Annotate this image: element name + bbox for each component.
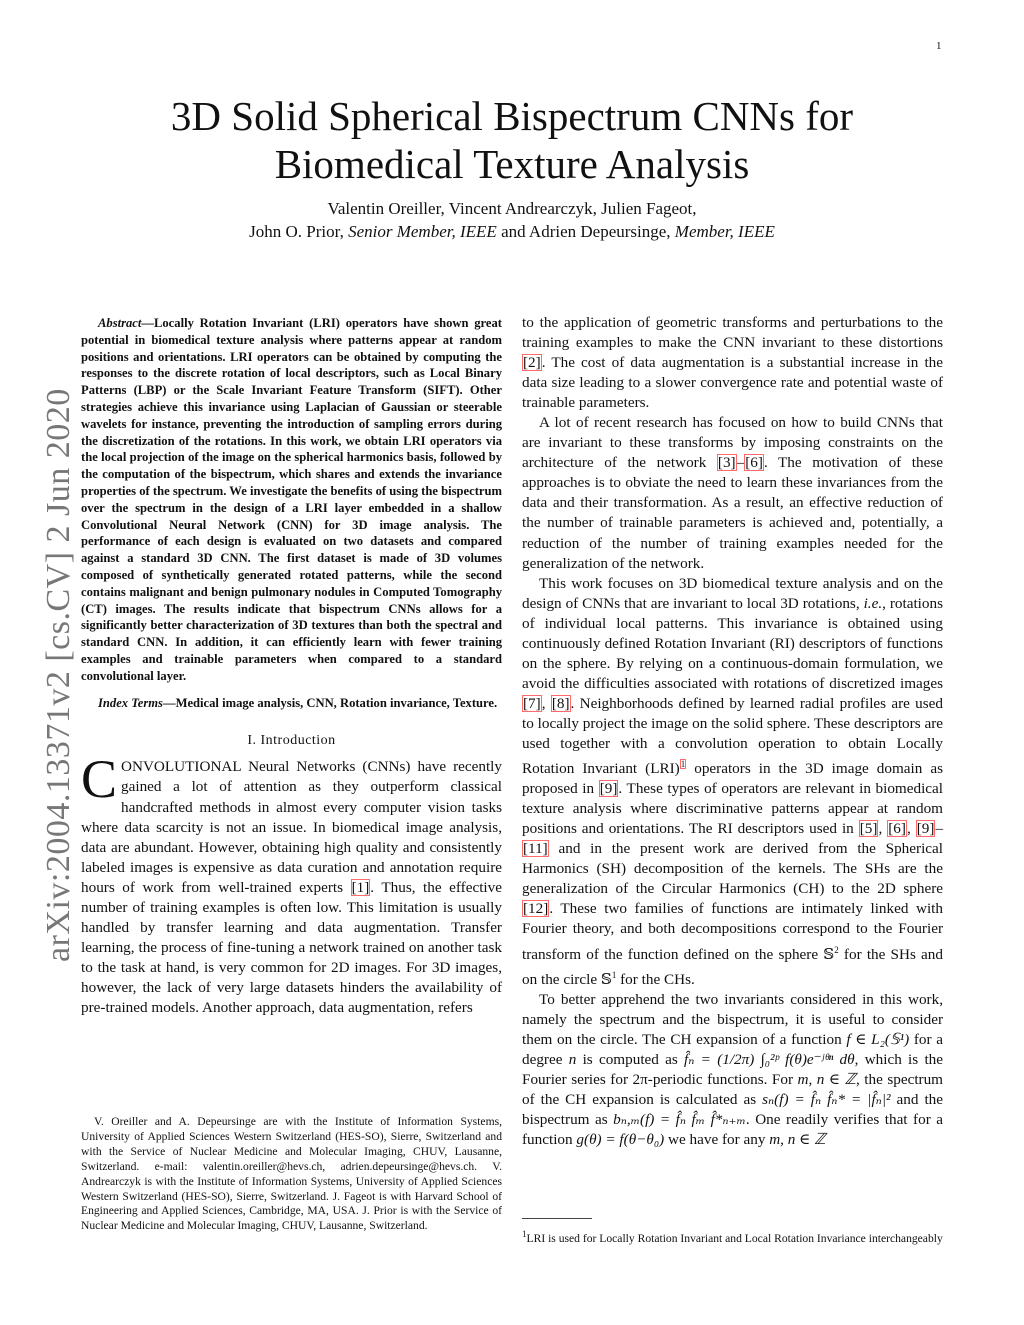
authors-line-1: Valentin Oreiller, Vincent Andrearczyk, Julien Fageot, xyxy=(327,199,697,218)
authors-role-member: Member, IEEE xyxy=(674,222,775,241)
math-expression: m, n ∈ ℤ xyxy=(797,1070,856,1088)
body-text: is computed as xyxy=(576,1050,685,1068)
left-column xyxy=(81,315,502,1019)
body-paragraph xyxy=(522,990,943,1150)
body-text: , the spectrum of the CH expansion is calculated as xyxy=(522,1070,943,1108)
math-expression: sₙ(f) = f̂ₙ f̂ₙ* = |f̂ₙ|² xyxy=(762,1090,891,1108)
title-line-1: 3D Solid Spherical Bispectrum CNNs for xyxy=(170,93,854,139)
citation-link[interactable]: [9] xyxy=(916,820,935,838)
author-list xyxy=(80,197,944,243)
page-number: 1 xyxy=(936,40,942,52)
abstract-text: —Locally Rotation Invariant (LRI) operators have shown great potential in biomedical texture analysis where patterns appear at random positions and orientations. LRI operators can be obtained by computing the responses to the discrete rotation of local descriptors, such as Local Binary Patterns (LBP) or the Scale Invariant Feature Transform (SIFT). Other strategies achieve this invariance using Laplacian of Gaussian or steerable wavelets for instance, preventing the introduction of sampling errors during the discretization of the rotations. In this work, we obtain LRI operators via the local projection of the image on the spherical harmonics basis, followed by the computation of the bispectrum, which shares and extends the invariance properties of the spectrum. We investigate the benefits of using the bispectrum over the spectrum in the design of a LRI layer embedded in a shallow Convolutional Neural Network (CNN) for 3D image analysis. The performance of each design is evaluated on two datasets and compared against a standard 3D CNN. The first dataset is made of 3D volumes composed of synthetically generated rotated patterns, while the second contains malignant and benign pulmonary nodules in Computed Tomography (CT) images. The results indicate that bispectrum CNNs allows for a significantly better characterization of 3D textures than both the spectral and standard CNN. In addition, it can efficiently learn with fewer training examples and trainable parameters when compared to a standard convolutional layer. xyxy=(81,316,502,683)
body-text: and the bispectrum as xyxy=(522,1090,943,1129)
abstract-label: Abstract xyxy=(98,316,142,330)
arxiv-identifier: arXiv:2004.13371v2 [cs.CV] 2 Jun 2020 xyxy=(40,388,77,962)
citation-link[interactable]: [3] xyxy=(717,454,736,472)
authors-role-senior: Senior Member, IEEE xyxy=(348,222,497,241)
body-text: . The cost of data augmentation is a substantial increase in the data size leading to a slower convergence rate and potential waste of trainable parameters. xyxy=(522,354,943,412)
body-paragraph xyxy=(522,313,943,413)
paper-title xyxy=(80,92,944,188)
lri-footnote xyxy=(522,1218,943,1246)
math-expression: bₙ,ₘ(f) = f̂ₙ f̂ₘ f̂*ₙ₊ₘ xyxy=(613,1111,746,1129)
citation-range-dash: – xyxy=(736,454,745,472)
body-text: and in the present work are derived from the Spherical Harmonics (SH) decomposition of the kernels. The SHs are the generalization of the Circular Harmonics (CH) to the 2D sphere xyxy=(522,840,943,898)
citation-link[interactable]: [1] xyxy=(351,878,370,896)
footnote-link[interactable]: 1 xyxy=(680,759,686,770)
math-expression: g(θ) = f(θ−θ₀) xyxy=(576,1131,665,1149)
body-text: operators in the 3D image domain as proposed in xyxy=(522,760,943,798)
body-text: This work focuses on 3D biomedical texture analysis and on the design of CNNs that are invariant to local 3D rotations, xyxy=(522,574,943,612)
drop-cap: C xyxy=(81,749,118,810)
citation-separator: , xyxy=(878,820,888,838)
math-expression: m, n ∈ ℤ xyxy=(769,1131,826,1149)
citation-link[interactable]: [9] xyxy=(599,780,618,798)
math-expression: f̂ₙ = (1/2π) ∫₀²ᵖ f(θ)e⁻ʲᶿⁿ dθ xyxy=(684,1050,855,1068)
citation-link[interactable]: [5] xyxy=(859,820,878,838)
body-text: . These two families of functions are intimately linked with Fourier theory, and both decompositions correspond to the Fourier transform of the function defined on the sphere 𝕊 xyxy=(522,900,943,963)
math-expression: f ∈ L₂(𝕊¹) xyxy=(846,1030,910,1048)
body-paragraph xyxy=(522,413,943,573)
index-terms-text: —Medical image analysis, CNN, Rotation invariance, Texture. xyxy=(162,695,498,710)
footnote-text: LRI is used for Locally Rotation Invariant and Local Rotation Invariance interchangeably xyxy=(526,1231,943,1245)
index-terms xyxy=(81,695,502,712)
body-text: for the CHs. xyxy=(616,970,695,988)
body-text: for the SHs and on the circle 𝕊 xyxy=(522,945,943,988)
citation-link[interactable]: [8] xyxy=(551,694,570,712)
affiliation-footnote: V. Oreiller and A. Depeursinge are with the Institute of Information Systems, University of Applied Sciences Western Switzerland (HES-SO), Sierre, Switzerland and with the Service of Nuclear Medicine and Molecular Imaging, CHUV, Lausanne, Switzerland. e-mail: valentin.oreiller@hevs.ch, adrien.depeursinge@hevs.ch. V. Andrearczyk is with the Institute of Information Systems, University of Applied Sciences Western Switzerland (HES-SO), Sierre, Switzerland. J. Fageot is with Harvard School of Engineering and Applied Sciences, Cambridge, MA, USA. J. Prior is with the Service of Nuclear Medicine and Molecular Imaging, CHUV, Lausanne, Switzerland. xyxy=(81,1115,502,1233)
body-paragraph xyxy=(522,574,943,990)
footnote-rule xyxy=(522,1218,592,1219)
citation-link[interactable]: [12] xyxy=(523,900,549,918)
math-expression: n xyxy=(568,1050,577,1068)
citation-link[interactable]: [7] xyxy=(523,694,541,712)
superscript: 1 xyxy=(611,969,617,980)
citation-separator: , xyxy=(541,694,551,712)
citation-link[interactable]: [6] xyxy=(888,820,906,838)
body-text: . These types of operators are relevant in biomedical texture analysis where discriminative patterns appear at random positions and orientations. The RI descriptors used in xyxy=(522,780,943,838)
body-text: . Neighborhoods defined by learned radial profiles are used to locally project the image on the solid sphere. These descriptors are used together with a convolution operation to obtain Locally Rotation Invariant (LRI) xyxy=(522,694,944,778)
body-text: To better apprehend the two invariants considered in this work, namely the spectrum and the bispectrum, it is useful to consider them on the circle. The CH expansion of a function xyxy=(522,990,943,1048)
citation-range-dash: – xyxy=(935,820,944,838)
abstract xyxy=(81,315,502,685)
section-heading-introduction: I. Introduction xyxy=(247,733,336,749)
superscript: 2 xyxy=(834,944,839,955)
right-column xyxy=(522,313,943,1150)
body-text: A lot of recent research has focused on how to build CNNs that are invariant to these transforms by imposing constraints on the architecture of the network xyxy=(522,414,943,472)
body-text: . The motivation of these approaches is to obviate the need to learn these invariances from the data and their transformation. As a result, an effective reduction of the number of trainable parameters is achieved and, potentially, a reduction of the number of training examples needed for the generalization of the network. xyxy=(522,454,943,572)
index-terms-label: Index Terms xyxy=(98,695,163,710)
body-text: we have for any xyxy=(664,1131,770,1149)
body-text: , which is the Fourier series for 2π-periodic functions. For xyxy=(522,1050,944,1088)
intro-text-b: . Thus, the effective number of training examples is often low. This limitation is usually handled by transfer learning and data augmentation. Transfer learning, the process of fine-tuning a network trained on another task to the task at hand, is very common for 2D images. For 3D images, however, the lack of very large datasets hinders the availability of pre-trained models. Another approach, data augmentation, refers xyxy=(81,878,502,1017)
intro-paragraph xyxy=(81,749,502,1018)
citation-link[interactable]: [6] xyxy=(745,454,763,472)
body-text: for a degree xyxy=(522,1030,943,1068)
footnote-mark: 1 xyxy=(522,1229,527,1239)
body-text: , rotations of individual local patterns. This invariance is obtained using continuously defined Rotation Invariant (RI) descriptors of functions on the sphere. By relying on a continuous-domain formulation, we avoid the difficulties associated with rotations of discretized images xyxy=(522,594,943,692)
body-text-italic: i.e. xyxy=(863,594,883,612)
intro-text-a: ONVOLUTIONAL Neural Networks (CNNs) have recently gained a lot of attention as they outperform classical handcrafted methods in almost every computer vision tasks where data scarcity is not an issue. In biomedical image analysis, data are abundant. However, obtaining high quality and consistently labeled images is expensive as data curation and annotation require hours of work from well-trained experts xyxy=(81,758,502,896)
body-text: . One readily verifies that for a function xyxy=(522,1111,944,1149)
authors-line-2a: John O. Prior, xyxy=(249,222,349,241)
citation-link[interactable]: [2] xyxy=(523,354,541,372)
body-text: to the application of geometric transforms and perturbations to the training examples to make the CNN invariant to these distortions xyxy=(522,314,943,352)
authors-line-2c: and Adrien Depeursinge, xyxy=(496,222,675,241)
citation-separator: , xyxy=(906,820,916,838)
citation-link[interactable]: [11] xyxy=(523,840,548,858)
title-line-2: Biomedical Texture Analysis xyxy=(274,141,750,187)
